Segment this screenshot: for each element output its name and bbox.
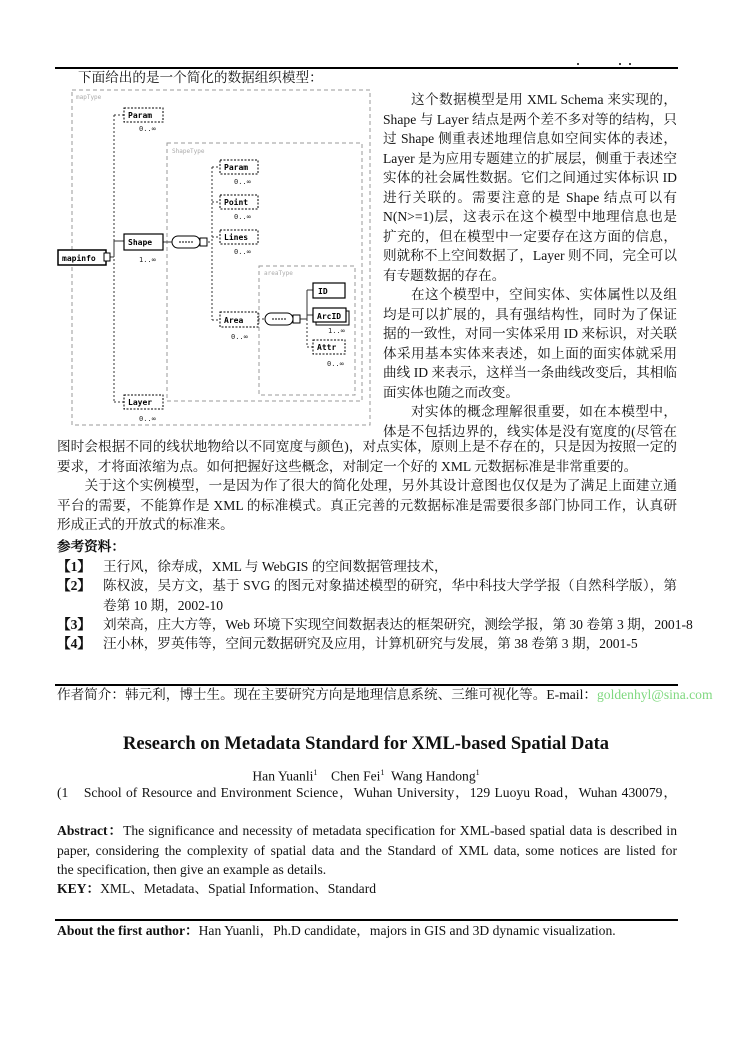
- node-point-label: Point: [224, 198, 249, 207]
- paragraph-line: 均是可以扩展的，具有强结构性，同时为了保证: [383, 306, 677, 322]
- reference-number: 【4】: [57, 636, 91, 652]
- paragraph-line: 形成正式的开放式的标准来。: [57, 517, 234, 532]
- about-first-author: [57, 921, 616, 941]
- key-text: XML、Metadata、Spatial Information、Standard: [100, 881, 377, 896]
- english-authors: [0, 763, 732, 783]
- node-shape-label: Shape: [128, 238, 153, 247]
- node-attr-label: Attr: [317, 343, 337, 352]
- paragraph-line: N(N>=1)层，这表示在这个模型中地理信息也是: [383, 209, 677, 224]
- card: 0..∞: [139, 125, 156, 133]
- author-email-link[interactable]: goldenhyl@sina.com: [596, 687, 713, 702]
- card: 0..∞: [234, 178, 251, 186]
- card: 0..∞: [231, 333, 248, 341]
- reference-text: 王行风，徐寿成，XML 与 WebGIS 的空间数据管理技术，: [103, 559, 448, 574]
- paragraph-line: Layer 是为应用专题建立的扩展层，侧重于表述空: [383, 150, 677, 166]
- reference-number: 【2】: [57, 578, 91, 594]
- sequence-icon: [172, 236, 207, 248]
- reference-number: 【1】: [57, 559, 91, 574]
- node-param-label: Param: [224, 163, 249, 172]
- english-affiliation: (1 School of Resource and Environment Science，Wuhan University，129 Luoyu Road，Wuhan 430079，: [57, 785, 677, 800]
- paragraph-line: 过 Shape 侧重表述地理信息如空间实体的表述，: [383, 131, 677, 146]
- author-bio: [57, 685, 713, 705]
- key-label: KEY：: [57, 881, 101, 896]
- paragraph-line: 关于这个实例模型，一是因为作了很大的简化处理，另外其设计意图也仅仅是为了满足上面建立通: [84, 478, 677, 493]
- node-lines-label: Lines: [224, 233, 249, 242]
- abstract-label: Abstract：: [57, 823, 124, 838]
- author-bio-text: 作者简介：韩元利，博士生。现在主要研究方向是地理信息系统、三维可视化等。E-mail：: [57, 687, 597, 702]
- card: 0..∞: [234, 248, 251, 256]
- node-mapinfo-label: mapinfo: [62, 254, 96, 263]
- paragraph-line: 则就称不上空间数据了，Layer 则不同，完全可以: [383, 248, 677, 263]
- card: 1..∞: [328, 327, 345, 335]
- paragraph-line: Shape 与 Layer 结点是两个差不多对等的结构，只: [383, 111, 677, 127]
- author-sup: 1: [380, 768, 385, 777]
- intro-text: 下面给出的是一个简化的数据组织模型：: [78, 70, 323, 85]
- card: 0..∞: [234, 213, 251, 221]
- paragraph-line: 体是不包括边界的，线实体是没有宽度的(尽管在: [383, 423, 677, 439]
- node-arcid-label: ArcID: [317, 312, 342, 321]
- references-heading: 参考资料：: [57, 539, 125, 554]
- areatype-label: areaType: [264, 270, 293, 277]
- maptype-box: [72, 90, 370, 425]
- paragraph-line: 实体的社会属性数据。它们之间通过实体标识 ID: [383, 170, 677, 185]
- card: 0..∞: [139, 415, 156, 423]
- paragraph-line: 平台的需要，不能算作是 XML 的标准模式。真正完善的元数据标准是需要很多部门协同工作，认真研: [57, 497, 677, 513]
- paragraph-line: 体采用基本实体来表述，如上面的面实体就采用: [383, 345, 677, 361]
- author-sup: 1: [313, 768, 318, 777]
- paragraph-line: 这个数据模型是用 XML Schema 来实现的，: [411, 92, 677, 107]
- abstract-line: the specification, then give an example as details.: [57, 862, 327, 877]
- reference-text: 汪小林，罗英伟等，空间元数据研究及应用，计算机研究与发展，第 38 卷第 3 期，2001-5: [103, 636, 638, 652]
- author-name: Chen Fei: [331, 768, 381, 784]
- card: 0..∞: [327, 360, 344, 368]
- reference-number: 【3】: [57, 616, 91, 632]
- paragraph-line: 曲线 ID 来表示，这样当一条曲线改变后，其相临: [383, 365, 677, 380]
- keywords: [57, 879, 376, 899]
- paragraph-line: 据的一致性，对同一实体采用 ID 来标识，对关联: [383, 326, 677, 341]
- paragraph-line: 在这个模型中，空间实体、实体属性以及组: [411, 287, 677, 302]
- reference-text: 刘荣高，庄大方等，Web 环境下实现空间数据表达的框架研究，测绘学报，第 30 卷第 3 期，2001-8: [103, 616, 693, 632]
- card: 1..∞: [139, 256, 156, 264]
- author-name: Wang Handong: [391, 768, 476, 784]
- paragraph-line: 面实体也随之而改变。: [383, 384, 519, 400]
- maptype-label: mapType: [76, 94, 102, 101]
- paragraph-line: 有专题数据的存在。: [383, 267, 506, 283]
- node-layer-label: Layer: [128, 398, 153, 407]
- abstract-line: paper, considering the complexity of spatial data and the Standard of XML data, some notices are listed for: [57, 843, 677, 858]
- sequence-icon: [265, 313, 300, 325]
- node-id-label: ID: [318, 287, 328, 296]
- reference-text: 卷第 10 期，2002-10: [103, 597, 224, 613]
- author-name: Han Yuanli: [252, 768, 314, 784]
- paragraph-line: 扩充的，但在模型中一定要存在这方面的信息，: [383, 228, 677, 244]
- author-sup: 1: [475, 768, 480, 777]
- paragraph-line: 对实体的概念理解很重要，如在本模型中，: [411, 404, 677, 419]
- english-title: Research on Metadata Standard for XML-based Spatial Data: [123, 734, 609, 754]
- about-label: About the first author：: [57, 923, 199, 938]
- about-text: Han Yuanli，Ph.D candidate，majors in GIS and 3D dynamic visualization.: [198, 923, 616, 938]
- paragraph-line: 要求，才将面浓缩为点。如何把握好这些概念，对制定一个好的 XML 元数据标准是非常重要的。: [57, 458, 638, 474]
- reference-text: 陈权波，吴方文，基于 SVG 的图元对象描述模型的研究，华中科技大学学报（自然科学版），第: [103, 578, 677, 594]
- abstract-text: The significance and necessity of metadata specification for XML-based spatial data is described in: [123, 823, 677, 838]
- shapetype-label: ShapeType: [172, 148, 205, 155]
- paragraph-line: 图时会根据不同的线状地物给以不同宽度与颜色)，对点实体，原则上是不存在的，只是因为按照一定的: [57, 439, 677, 454]
- paragraph-line: 进行关联的。需要注意的是 Shape 结点可以有: [383, 189, 677, 205]
- node-param-top-label: Param: [128, 111, 153, 120]
- node-area-label: Area: [224, 316, 244, 325]
- abstract-line: [57, 821, 677, 841]
